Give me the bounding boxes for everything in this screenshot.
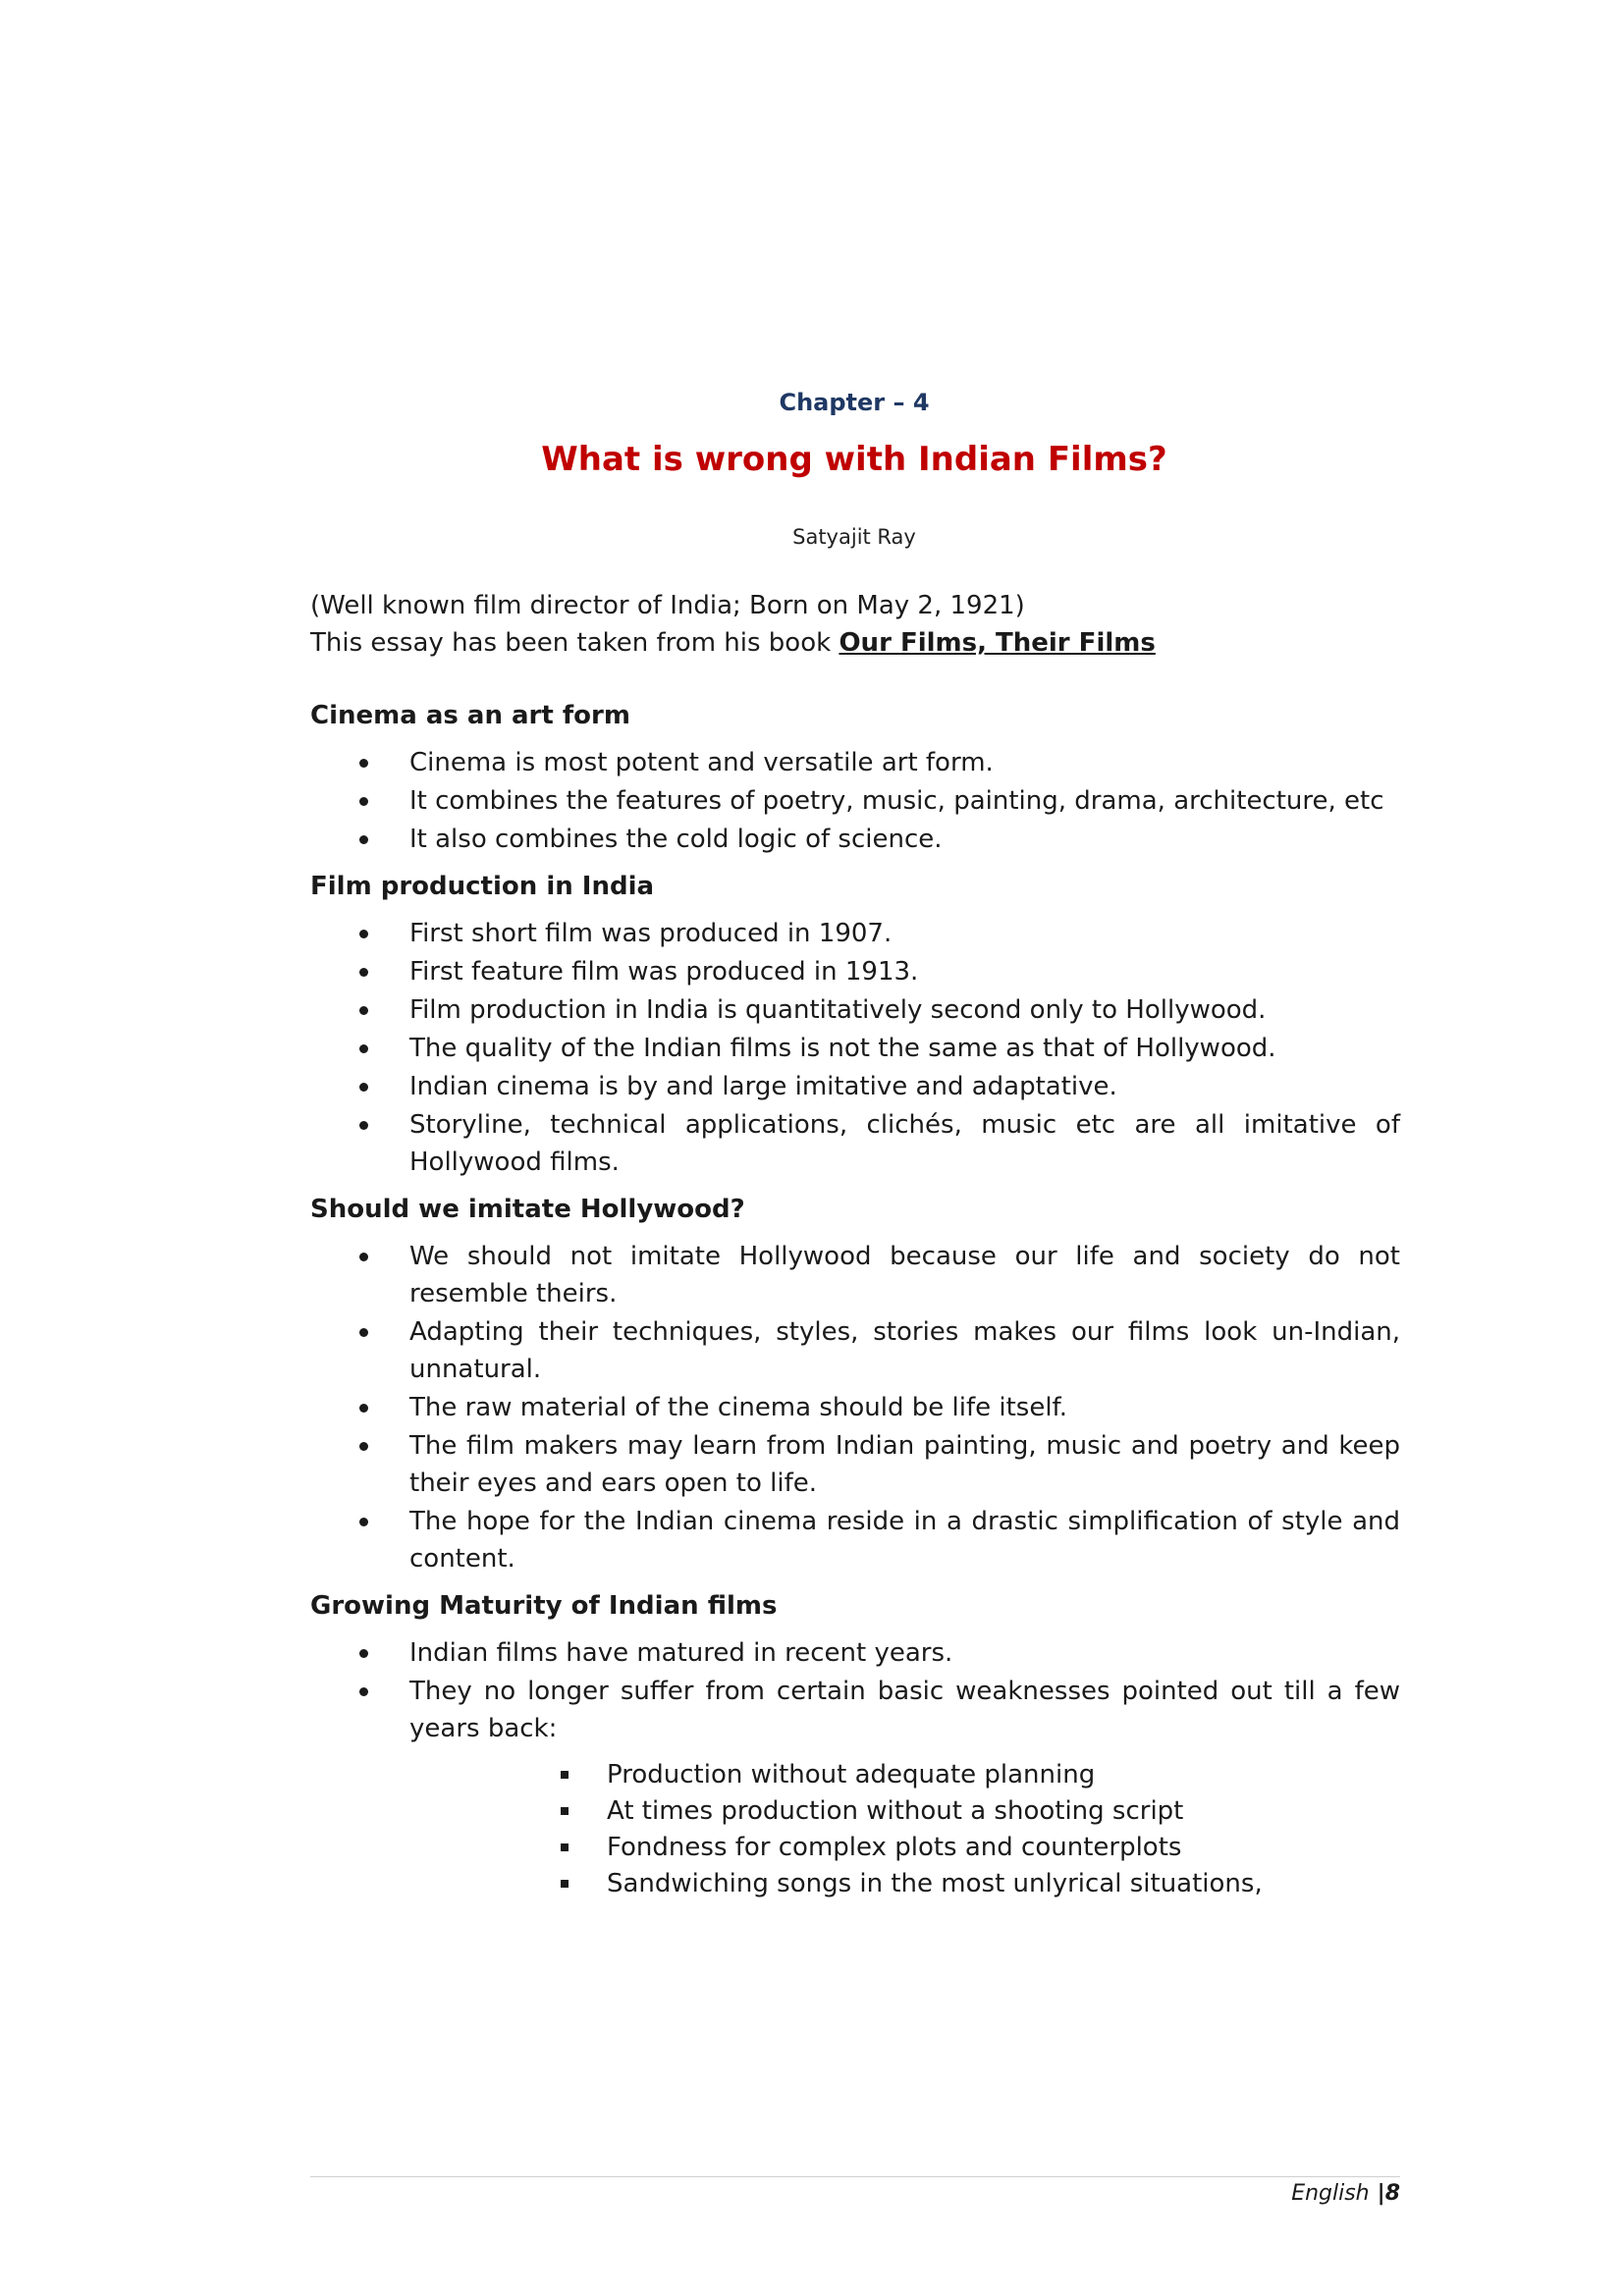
list-item: It also combines the cold logic of science.: [310, 821, 1400, 858]
intro-text: [310, 587, 1400, 662]
list-item: It combines the features of poetry, music, painting, drama, architecture, etc: [310, 782, 1400, 820]
book-title: Our Films, Their Films: [839, 628, 1156, 658]
list-item: They no longer suffer from certain basic weaknesses pointed out till a few years back:: [310, 1673, 1400, 1747]
list-item: First short film was produced in 1907.: [310, 915, 1400, 952]
list-item: First feature film was produced in 1913.: [310, 953, 1400, 990]
sub-list-item: Fondness for complex plots and counterplots: [310, 1830, 1400, 1866]
list-item: We should not imitate Hollywood because our life and society do not resemble theirs.: [310, 1238, 1400, 1312]
essay-body: [310, 587, 1400, 1902]
list-item: The hope for the Indian cinema reside in a drastic simplification of style and content.: [310, 1503, 1400, 1577]
section-heading: Growing Maturity of Indian films: [310, 1591, 778, 1621]
section-heading: Film production in India: [310, 872, 655, 901]
footer-divider: [310, 2176, 1400, 2177]
bullet-list: [310, 744, 1400, 858]
section-heading: Cinema as an art form: [310, 701, 630, 730]
author-name: Satyajit Ray: [792, 525, 916, 549]
list-item: Indian films have matured in recent years.: [310, 1634, 1400, 1672]
list-item: Film production in India is quantitatively second only to Hollywood.: [310, 991, 1400, 1029]
section-heading: Should we imitate Hollywood?: [310, 1195, 745, 1224]
list-item: The quality of the Indian films is not the same as that of Hollywood.: [310, 1030, 1400, 1067]
sub-list-item: At times production without a shooting script: [310, 1793, 1400, 1830]
list-item: The raw material of the cinema should be life itself.: [310, 1389, 1400, 1426]
list-item: Storyline, technical applications, clichés, music etc are all imitative of Hollywood films.: [310, 1106, 1400, 1181]
intro-line-2: This essay has been taken from his book: [310, 628, 839, 658]
sub-bullet-list: [310, 1757, 1400, 1902]
page-number: 8: [1384, 2181, 1400, 2206]
page-footer: [1291, 2181, 1400, 2206]
list-item: The film makers may learn from Indian painting, music and poetry and keep their eyes and ears open to life.: [310, 1427, 1400, 1502]
list-item: Indian cinema is by and large imitative and adaptative.: [310, 1068, 1400, 1105]
bullet-list: [310, 1238, 1400, 1577]
chapter-title: What is wrong with Indian Films?: [541, 440, 1167, 479]
list-item: Adapting their techniques, styles, stories makes our films look un-Indian, unnatural.: [310, 1313, 1400, 1388]
intro-line-1: (Well known film director of India; Born on May 2, 1921): [310, 591, 1025, 620]
bullet-list: [310, 915, 1400, 1181]
footer-subject: English: [1291, 2181, 1370, 2206]
sub-list-item: Sandwiching songs in the most unlyrical situations,: [310, 1866, 1400, 1902]
chapter-label: Chapter – 4: [779, 389, 930, 416]
list-item: Cinema is most potent and versatile art form.: [310, 744, 1400, 781]
bullet-list: [310, 1634, 1400, 1747]
sub-list-item: Production without adequate planning: [310, 1757, 1400, 1793]
footer-separator: |: [1377, 2181, 1385, 2206]
